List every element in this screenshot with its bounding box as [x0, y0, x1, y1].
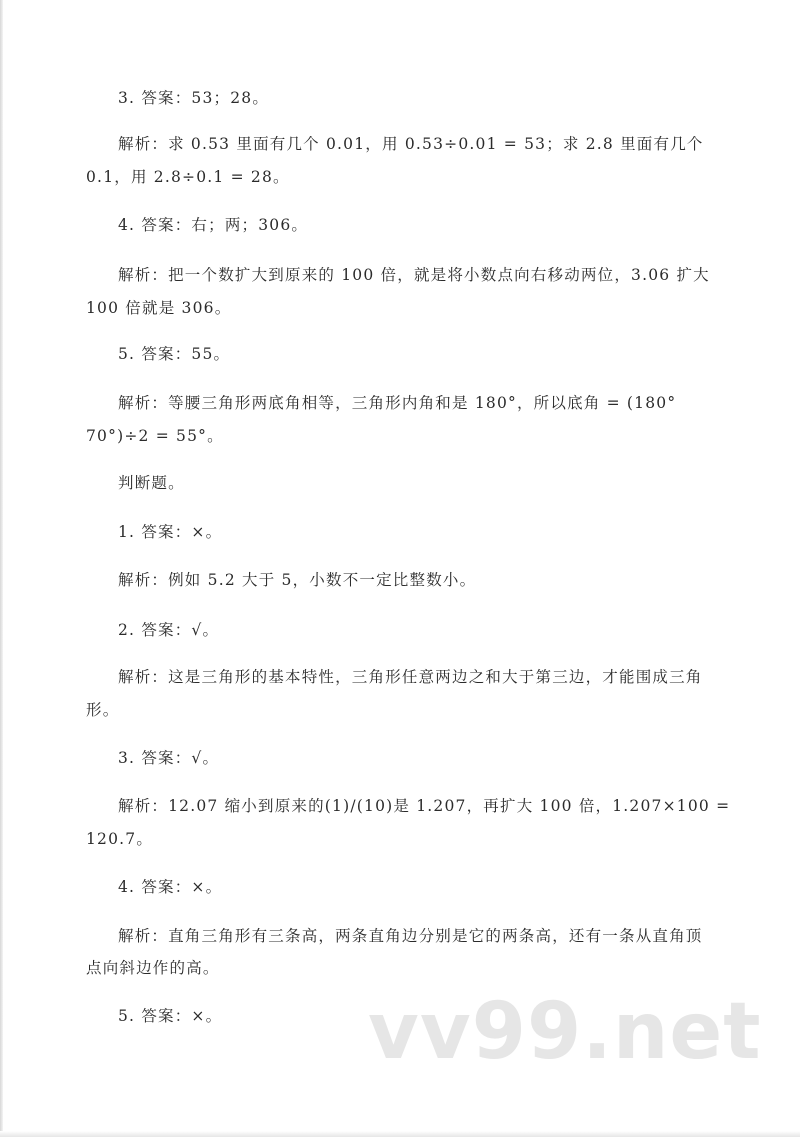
analysis-2-judgment-line-2: 形。 [86, 701, 120, 719]
answer-3-fill: 3. 答案：53；28。 [118, 89, 270, 107]
answer-2-judgment: 2. 答案：√。 [118, 621, 220, 639]
page-left-edge [0, 0, 3, 1137]
analysis-5-fill-line-1: 解析：等腰三角形两底角相等，三角形内角和是 180°，所以底角 = (180° [118, 394, 677, 412]
answer-5-judgment: 5. 答案：×。 [118, 1007, 223, 1025]
site-watermark: vv99.net [368, 987, 762, 1077]
analysis-3-judgment-line-2: 120.7。 [86, 830, 154, 848]
answer-4-judgment: 4. 答案：×。 [118, 878, 223, 896]
analysis-4-fill-line-2: 100 倍就是 306。 [86, 299, 232, 317]
analysis-4-judgment-line-1: 解析：直角三角形有三条高，两条直角边分别是它的两条高，还有一条从直角顶 [118, 927, 703, 945]
analysis-4-fill-line-1: 解析：把一个数扩大到原来的 100 倍，就是将小数点向右移动两位，3.06 扩大 [118, 266, 710, 284]
answer-4-fill: 4. 答案：右；两；306。 [118, 216, 309, 234]
analysis-3-fill-line-2: 0.1，用 2.8÷0.1 = 28。 [86, 168, 290, 186]
answer-1-judgment: 1. 答案：×。 [118, 523, 223, 541]
answer-5-fill: 5. 答案：55。 [118, 345, 231, 363]
page-bottom-edge [0, 1131, 800, 1137]
analysis-1-judgment: 解析：例如 5.2 大于 5，小数不一定比整数小。 [118, 571, 477, 589]
analysis-3-judgment-line-1: 解析：12.07 缩小到原来的(1)/(10)是 1.207，再扩大 100 倍，1.207×100 = [118, 797, 731, 815]
analysis-3-fill-line-1: 解析：求 0.53 里面有几个 0.01，用 0.53÷0.01 = 53；求 2.8 里面有几个 [118, 135, 704, 153]
analysis-2-judgment-line-1: 解析：这是三角形的基本特性，三角形任意两边之和大于第三边，才能围成三角 [118, 668, 703, 686]
section-heading-judgment: 判断题。 [118, 474, 185, 492]
analysis-4-judgment-line-2: 点向斜边作的高。 [86, 959, 220, 977]
analysis-5-fill-line-2: 70°)÷2 = 55°。 [86, 427, 224, 445]
answer-3-judgment: 3. 答案：√。 [118, 749, 220, 767]
